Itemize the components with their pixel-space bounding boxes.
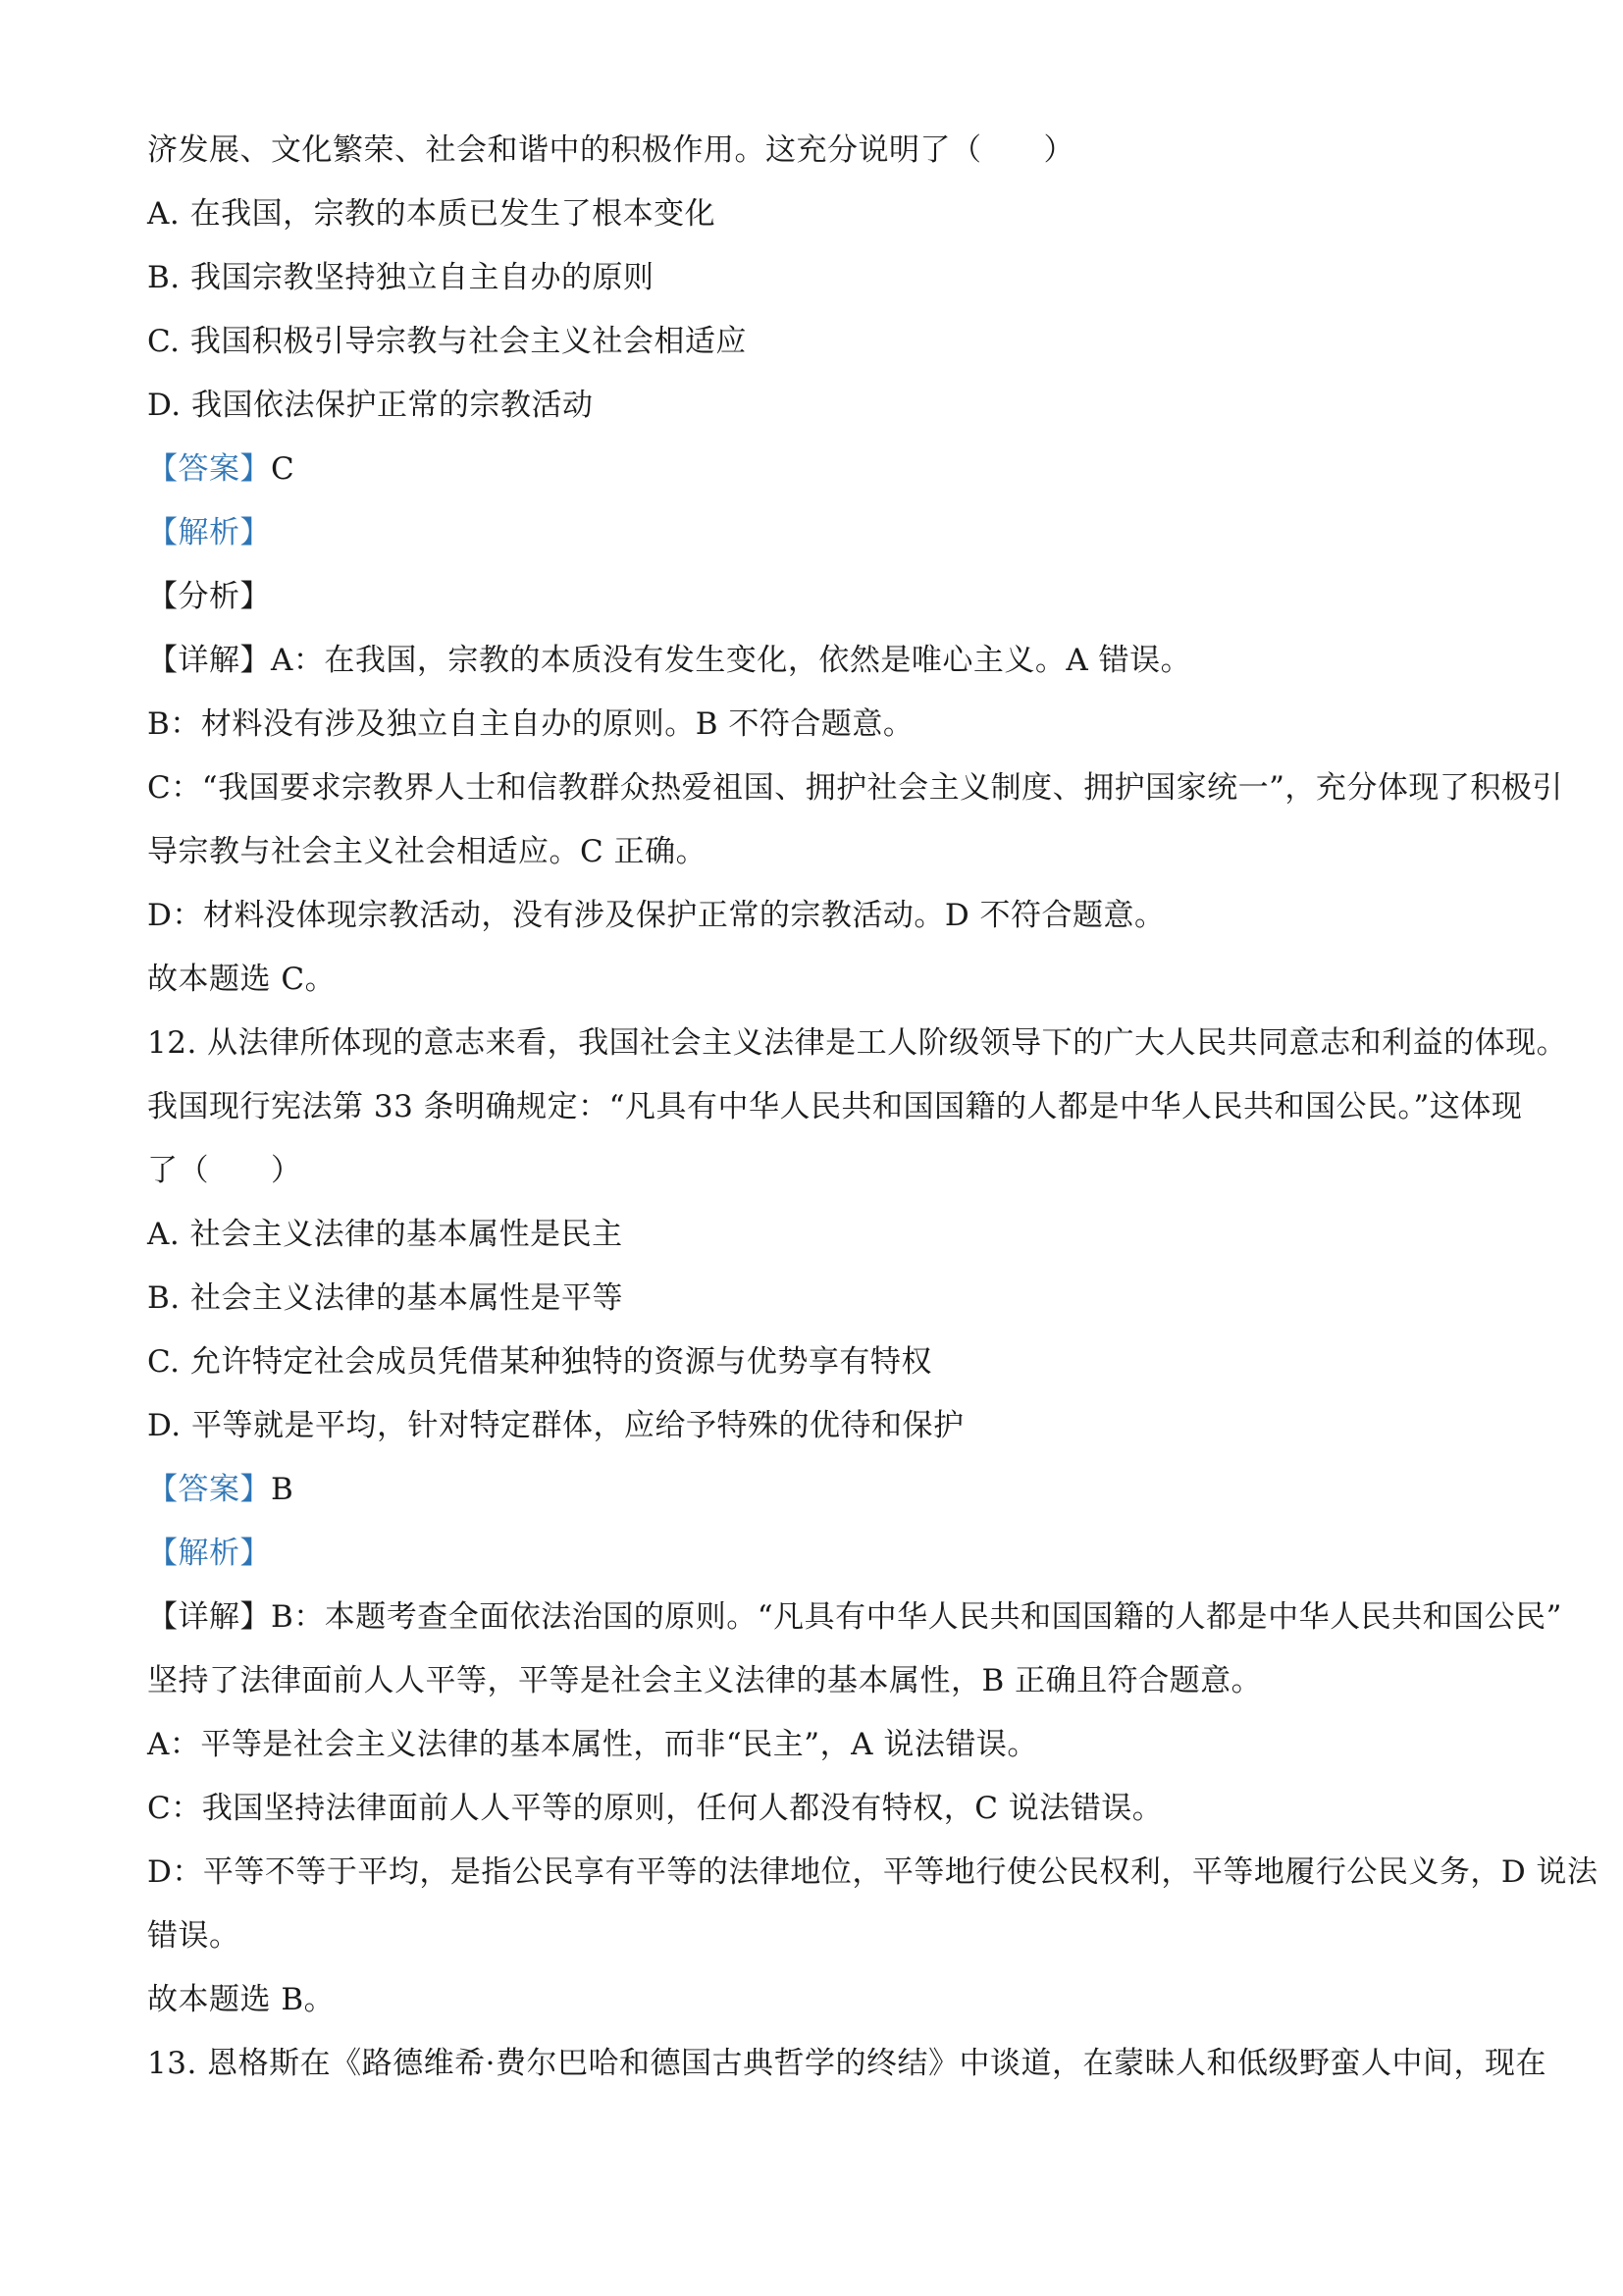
- q12-detail-line: [147, 1592, 1562, 1642]
- q12-answer: [147, 1465, 1501, 1514]
- q12-analysis-tag: 【解析】: [147, 1536, 271, 1571]
- q12-analysis-heading: [147, 1529, 1501, 1578]
- q11-analysis-heading: [147, 508, 1501, 557]
- q11-option-d: D. 我国依法保护正常的宗教活动: [147, 388, 594, 423]
- q12-detail-line: 错误。: [147, 1918, 240, 1954]
- q12-detail-text: B：本题考查全面依法治国的原则。“凡具有中华人民共和国国籍的人都是中华人民共和国公民”: [271, 1599, 1562, 1635]
- q11-fenxi-heading: [147, 572, 1501, 621]
- q11-option-c: C. 我国积极引导宗教与社会主义社会相适应: [147, 324, 747, 359]
- q11-option-a: A. 在我国，宗教的本质已发生了根本变化: [147, 196, 716, 232]
- q11-detail-line: [147, 636, 1501, 685]
- q12-detail-line: 坚持了法律面前人人平等，平等是社会主义法律的基本属性，B 正确且符合题意。: [147, 1663, 1263, 1698]
- q12-answer-tag: 【答案】: [147, 1472, 271, 1507]
- q12-option-d: D. 平等就是平均，针对特定群体，应给予特殊的优待和保护: [147, 1408, 965, 1443]
- q12-detail-line: D：平等不等于平均，是指公民享有平等的法律地位，平等地行使公民权利，平等地履行公民义务，D 说法: [147, 1854, 1598, 1890]
- q11-option-b: B. 我国宗教坚持独立自主自办的原则: [147, 260, 654, 295]
- q11-stem-tail: 济发展、文化繁荣、社会和谐中的积极作用。这充分说明了（ ）: [147, 132, 1074, 168]
- q12-conclusion: 故本题选 B。: [147, 1982, 336, 2017]
- q11-fenxi-tag: 【分析】: [147, 579, 271, 614]
- q12-stem-line: 12. 从法律所体现的意志来看，我国社会主义法律是工人阶级领导下的广大人民共同意志和利益的体现。: [147, 1025, 1568, 1061]
- q11-conclusion: 故本题选 C。: [147, 962, 337, 997]
- q11-answer-tag: 【答案】: [147, 451, 271, 487]
- q11-detail-line: D：材料没体现宗教活动，没有涉及保护正常的宗教活动。D 不符合题意。: [147, 898, 1166, 933]
- q12-option-b: B. 社会主义法律的基本属性是平等: [147, 1280, 623, 1316]
- q11-detail-tag: 【详解】: [147, 643, 271, 678]
- q11-analysis-tag: 【解析】: [147, 515, 271, 550]
- q11-detail-line: C：“我国要求宗教界人士和信教群众热爱祖国、拥护社会主义制度、拥护国家统一”，充分体现了积极引: [147, 770, 1563, 806]
- q11-answer-value: C: [271, 451, 295, 487]
- q12-answer-value: B: [271, 1472, 294, 1507]
- q12-stem-line: 我国现行宪法第 33 条明确规定：“凡具有中华人民共和国国籍的人都是中华人民共和国公民。”这体现: [147, 1089, 1523, 1124]
- q12-detail-tag: 【详解】: [147, 1599, 271, 1635]
- q12-option-a: A. 社会主义法律的基本属性是民主: [147, 1217, 623, 1252]
- q13-stem-line: 13. 恩格斯在《路德维希·费尔巴哈和德国古典哲学的终结》中谈道，在蒙昧人和低级野蛮人中间，现在: [147, 2046, 1547, 2081]
- q11-detail-text: A：在我国，宗教的本质没有发生变化，依然是唯心主义。A 错误。: [271, 643, 1192, 678]
- q11-detail-line: 导宗教与社会主义社会相适应。C 正确。: [147, 834, 707, 869]
- q11-answer: [147, 444, 1501, 494]
- q12-option-c: C. 允许特定社会成员凭借某种独特的资源与优势享有特权: [147, 1344, 932, 1380]
- q11-detail-line: B：材料没有涉及独立自主自办的原则。B 不符合题意。: [147, 706, 915, 742]
- q12-detail-line: C：我国坚持法律面前人人平等的原则，任何人都没有特权，C 说法错误。: [147, 1791, 1164, 1826]
- q12-stem-line: 了（ ）: [147, 1153, 302, 1188]
- q12-detail-line: A：平等是社会主义法律的基本属性，而非“民主”，A 说法错误。: [147, 1727, 1038, 1762]
